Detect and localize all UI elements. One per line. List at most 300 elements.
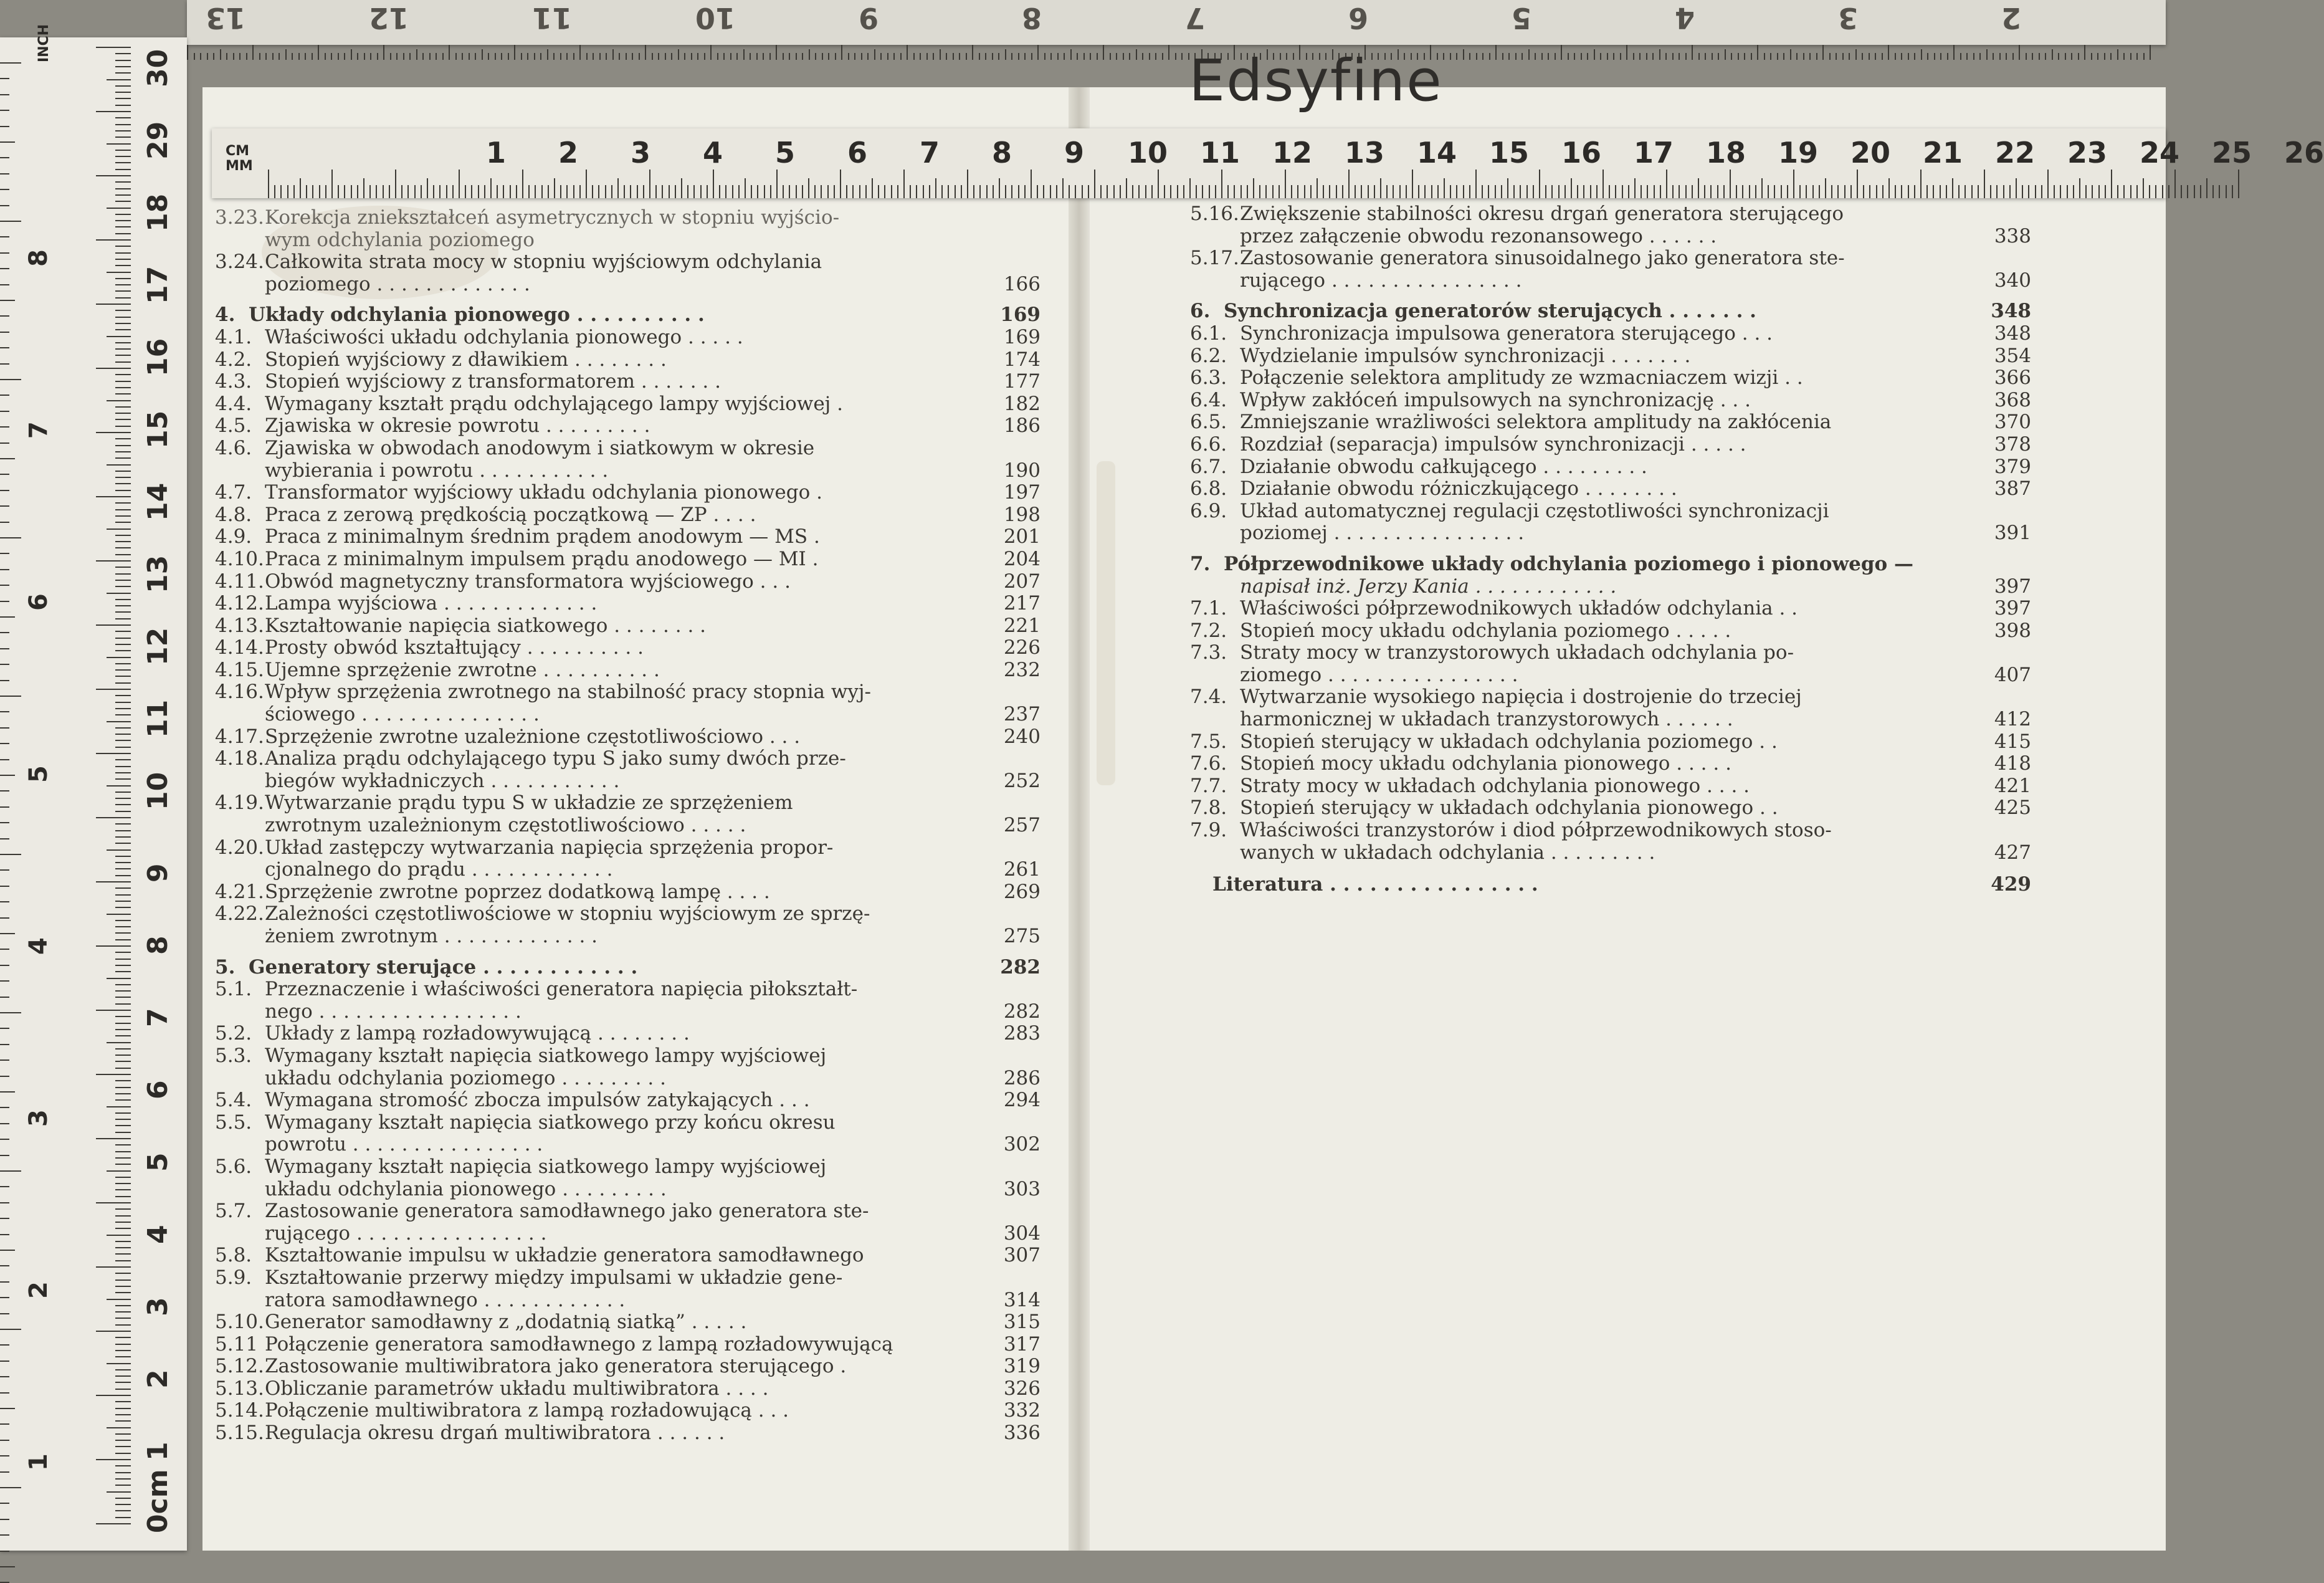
- ruler-tick: [1507, 178, 1508, 198]
- ruler-tick: [1613, 53, 1614, 60]
- ruler-tick: [0, 458, 15, 459]
- ruler-tick: [1304, 185, 1305, 198]
- ruler-tick: [1393, 185, 1394, 198]
- toc-entry-title: Układ automatycznej regulacji częstotliwości synchronizacji: [1240, 499, 1829, 522]
- toc-entry-title: Połączenie multiwibratora z lampą rozładowującą . . .: [265, 1399, 789, 1422]
- ruler-tick: [265, 53, 267, 60]
- ruler-tick: [665, 53, 666, 60]
- toc-entry-number: 4.11.: [215, 570, 264, 593]
- ruler-tick: [1751, 53, 1752, 60]
- toc-entry-row: [215, 748, 1041, 770]
- ruler-tick: [115, 1273, 131, 1274]
- ruler-tick: [96, 753, 131, 754]
- ruler-tick: [2052, 49, 2053, 60]
- toc-entry-title: Wpływ zakłóceń impulsowych na synchronizację . . .: [1240, 388, 1751, 411]
- ruler-tick: [115, 181, 131, 183]
- ruler-tick: [1097, 53, 1098, 60]
- ruler-tick: [1844, 185, 1845, 198]
- ruler-number: 0cm: [142, 1469, 174, 1533]
- ruler-tick: [1259, 185, 1260, 198]
- ruler-tick: [115, 894, 131, 896]
- ruler-tick: [0, 236, 9, 237]
- ruler-tick: [835, 53, 836, 60]
- ruler-tick: [0, 854, 21, 855]
- ruler-tick: [910, 185, 911, 198]
- ruler-tick: [115, 124, 131, 125]
- ruler-tick: [115, 638, 131, 639]
- ruler-tick: [1348, 170, 1350, 198]
- ruler-tick: [521, 53, 522, 60]
- ruler-tick: [1973, 53, 1974, 60]
- ruler-tick: [920, 53, 921, 60]
- ruler-tick: [2105, 185, 2106, 198]
- toc-entry-number: 6.5.: [1190, 411, 1227, 434]
- ruler-tick: [1863, 185, 1864, 198]
- book-gutter: [1069, 87, 1090, 1551]
- ruler-tick: [1755, 185, 1756, 198]
- toc-entry-page: 304: [1003, 1222, 1041, 1245]
- ruler-tick: [115, 1048, 131, 1050]
- toc-entry-title: Połączenie generatora samodławnego z lampą rozładowywującą: [265, 1332, 893, 1356]
- ruler-tick: [0, 1361, 9, 1362]
- ruler-tick: [0, 1440, 9, 1441]
- ruler-tick: [1999, 53, 2001, 60]
- toc-entry-title: Właściwości półprzewodnikowych układów odchylania . .: [1240, 597, 1798, 620]
- ruler-tick: [115, 348, 131, 350]
- toc-entry-row: [1190, 753, 2031, 775]
- ruler-number: 9: [142, 863, 174, 882]
- ruler-tick: [1770, 53, 1771, 60]
- ruler-tick: [363, 178, 364, 198]
- ruler-tick: [0, 1519, 9, 1520]
- toc-entry-row: [215, 1334, 1041, 1356]
- ruler-tick: [115, 1453, 131, 1454]
- ruler-tick: [96, 111, 131, 112]
- ruler-tick: [268, 170, 269, 198]
- toc-entry-page: 314: [1003, 1288, 1041, 1311]
- ruler-tick: [1641, 185, 1642, 198]
- ruler-tick: [1488, 185, 1489, 198]
- ruler-tick: [955, 185, 956, 198]
- ruler-tick: [1698, 178, 1699, 198]
- ruler-tick: [840, 170, 841, 198]
- ruler-tick: [2168, 185, 2169, 198]
- ruler-tick: [1323, 185, 1324, 198]
- ruler-tick: [2219, 185, 2220, 198]
- ruler-tick: [923, 185, 924, 198]
- ruler-tick: [1424, 185, 1426, 198]
- ruler-tick: [1836, 53, 1837, 60]
- ruler-tick: [535, 185, 536, 198]
- toc-entry-title: Stopień sterujący w układach odchylania pionowego . .: [1240, 796, 1778, 820]
- ruler-tick: [115, 1350, 131, 1351]
- ruler-tick: [2143, 53, 2145, 60]
- toc-entry-number: 4.12.: [215, 592, 264, 615]
- toc-entry-row: [215, 859, 1041, 881]
- ruler-tick: [1285, 170, 1286, 198]
- ruler-tick: [0, 917, 9, 919]
- toc-entry-row: [1190, 731, 2031, 753]
- ruler-tick: [1731, 53, 1732, 60]
- ruler-tick: [115, 1292, 131, 1293]
- toc-entry-page: 186: [1003, 414, 1041, 438]
- toc-entry-title: Kształtowanie impulsu w układzie generatora samodławnego: [265, 1244, 864, 1267]
- ruler-tick: [691, 53, 692, 60]
- ruler-number: 15: [1489, 136, 1530, 170]
- ruler-tick: [757, 185, 758, 198]
- ruler-tick: [1168, 45, 1169, 60]
- ruler-tick: [1831, 185, 1832, 198]
- ruler-tick: [2143, 178, 2144, 198]
- toc-entry-row: [215, 415, 1041, 438]
- ruler-tick: [115, 580, 131, 581]
- toc-entry-page: 340: [1994, 269, 2031, 292]
- ruler-tick: [1535, 53, 1536, 60]
- ruler-tick: [1603, 170, 1604, 198]
- ruler-tick: [0, 616, 15, 618]
- toc-entry-title: układu odchylania poziomego . . . . . . . . .: [265, 1066, 666, 1089]
- toc-entry-row: [215, 571, 1041, 593]
- ruler-tick: [478, 185, 479, 198]
- ruler-tick: [1116, 53, 1117, 60]
- ruler-tick: [452, 185, 454, 198]
- ruler-number: 2: [142, 1369, 174, 1389]
- ruler-tick: [560, 185, 561, 198]
- ruler-tick: [115, 1068, 131, 1069]
- toc-entry-page: 370: [1994, 411, 2031, 434]
- ruler-tick: [1672, 185, 1674, 198]
- ruler-tick: [1875, 53, 1876, 60]
- ruler-number: 6: [847, 136, 868, 170]
- ruler-tick: [115, 926, 131, 927]
- ruler-tick: [887, 53, 888, 60]
- ruler-tick: [966, 53, 967, 60]
- toc-entry-title: Działanie obwodu różniczkującego . . . . . . . .: [1240, 477, 1677, 500]
- ruler-tick: [1849, 53, 1850, 60]
- ruler-number: 6: [142, 1080, 174, 1099]
- ruler-tick: [312, 53, 313, 60]
- ruler-tick: [115, 1472, 131, 1473]
- ruler-tick: [2155, 185, 2156, 198]
- ruler-tick: [0, 522, 9, 523]
- toc-entry-page: 348: [1994, 322, 2031, 345]
- ruler-number: 11: [1200, 136, 1241, 170]
- toc-entry-row: [1190, 478, 2031, 500]
- ruler-tick: [704, 53, 705, 60]
- toc-entry-row: [215, 925, 1041, 948]
- ruler-tick: [815, 53, 816, 60]
- toc-entry-row: [1190, 709, 2031, 731]
- ruler-tick: [421, 185, 422, 198]
- ruler-tick: [1050, 53, 1052, 60]
- ruler-tick: [233, 53, 234, 60]
- ruler-tick: [115, 72, 131, 74]
- ruler-tick: [1175, 53, 1176, 60]
- toc-entry-page: 332: [1003, 1399, 1041, 1422]
- ruler-tick: [446, 185, 447, 198]
- ruler-tick: [1380, 178, 1381, 198]
- ruler-tick: [462, 53, 463, 60]
- ruler-tick: [1418, 185, 1419, 198]
- toc-entry-number: 4.: [215, 304, 236, 327]
- ruler-tick: [1679, 53, 1680, 60]
- ruler-tick: [2006, 53, 2007, 60]
- ruler-tick: [115, 515, 131, 517]
- ruler-number: 15: [142, 410, 174, 449]
- ruler-tick: [972, 45, 973, 60]
- toc-entry-number: 5.16.: [1190, 203, 1239, 225]
- ruler-number: 5: [775, 136, 796, 170]
- toc-entry-number: 5.15.: [215, 1422, 264, 1445]
- ruler-tick: [822, 53, 823, 60]
- toc-entry-page: 177: [1003, 370, 1041, 393]
- ruler-tick: [107, 785, 131, 787]
- horizontal-ruler: [212, 128, 2324, 198]
- ruler-tick: [403, 53, 404, 60]
- ruler-tick: [1862, 53, 1863, 60]
- ruler-tick: [115, 990, 131, 992]
- ruler-tick: [115, 644, 131, 645]
- toc-entry-number: 3.24.: [215, 251, 264, 274]
- ruler-tick: [2136, 185, 2138, 198]
- ruler-tick: [107, 272, 131, 273]
- toc-entry-page: 303: [1003, 1177, 1041, 1200]
- ruler-tick: [107, 143, 131, 145]
- ruler-tick: [0, 1012, 21, 1013]
- ruler-tick: [115, 939, 131, 940]
- toc-entry-number: 5.5.: [215, 1111, 252, 1134]
- ruler-tick: [1005, 185, 1006, 198]
- ruler-tick: [96, 1331, 131, 1332]
- ruler-tick: [1463, 185, 1464, 198]
- toc-entry-page: 240: [1003, 725, 1041, 748]
- ruler-tick: [750, 53, 751, 60]
- toc-entry-number: 7.9.: [1190, 819, 1227, 842]
- ruler-tick: [1018, 53, 1019, 60]
- ruler-tick: [220, 49, 221, 60]
- ruler-tick: [541, 185, 543, 198]
- toc-entry-row: [215, 548, 1041, 571]
- ruler-tick: [107, 1299, 131, 1300]
- ruler-tick: [115, 226, 131, 227]
- ruler-number: 19: [1778, 136, 1819, 170]
- ruler-tick: [115, 611, 131, 613]
- ruler-tick: [1031, 53, 1032, 60]
- ruler-tick: [115, 1029, 131, 1030]
- ruler-tick: [1577, 185, 1578, 198]
- ruler-number: 16: [1561, 136, 1602, 170]
- ruler-tick: [351, 185, 352, 198]
- ruler-tick: [1011, 53, 1012, 60]
- ruler-tick: [1183, 185, 1184, 198]
- ruler-tick: [0, 1186, 9, 1187]
- toc-entry-number: 4.21.: [215, 880, 264, 903]
- ruler-tick: [331, 53, 332, 60]
- ruler-tick: [0, 78, 9, 79]
- ruler-tick: [115, 792, 131, 793]
- toc-entry-row: [1190, 686, 2031, 709]
- ruler-tick: [115, 1055, 131, 1056]
- ruler-inch-number: 8: [24, 249, 53, 267]
- ruler-tick: [903, 170, 905, 198]
- ruler-tick: [649, 170, 650, 198]
- toc-entry-number: 5.17.: [1190, 247, 1239, 270]
- ruler-tick: [534, 53, 535, 60]
- ruler-tick: [383, 185, 384, 198]
- ruler-tick: [115, 740, 131, 741]
- ruler-tick: [700, 185, 702, 198]
- ruler-number: 12: [369, 1, 409, 35]
- toc-entry-number: 4.19.: [215, 792, 264, 815]
- ruler-tick: [1628, 185, 1629, 198]
- ruler-tick: [115, 1196, 131, 1197]
- toc-entry-page: 221: [1003, 614, 1041, 637]
- ruler-tick: [776, 170, 778, 198]
- ruler-tick: [0, 1202, 9, 1203]
- toc-entry-row: [1190, 820, 2031, 842]
- toc-entry-title: nego . . . . . . . . . . . . . . . . .: [265, 1000, 521, 1023]
- ruler-tick: [713, 170, 714, 198]
- ruler-tick: [0, 806, 9, 808]
- ruler-tick: [1031, 170, 1032, 198]
- ruler-tick: [2054, 185, 2055, 198]
- ruler-tick: [643, 185, 644, 198]
- ruler-tick: [1986, 49, 1988, 60]
- ruler-number: 12: [1272, 136, 1313, 170]
- toc-entry-row: [215, 251, 1041, 274]
- ruler-tick: [2098, 185, 2100, 198]
- ruler-tick: [1520, 185, 1521, 198]
- ruler-tick: [96, 1395, 131, 1396]
- ruler-tick: [115, 836, 131, 838]
- ruler-tick: [827, 185, 829, 198]
- ruler-number: 24: [2140, 136, 2180, 170]
- ruler-tick: [285, 49, 287, 60]
- ruler-tick: [1761, 178, 1763, 198]
- ruler-tick: [1502, 53, 1503, 60]
- ruler-tick: [637, 185, 638, 198]
- ruler-tick: [305, 53, 306, 60]
- ruler-tick: [1757, 45, 1758, 60]
- ruler-tick: [465, 185, 466, 198]
- ruler-tick: [1444, 178, 1445, 198]
- ruler-tick: [1712, 53, 1713, 60]
- page-header-fragment: Edsyfine: [1189, 47, 1443, 114]
- toc-entry-title: Przeznaczenie i właściwości generatora napięcia piłokształt-: [265, 978, 858, 1001]
- ruler-tick: [96, 1266, 131, 1268]
- ruler-tick: [1984, 170, 1985, 198]
- ruler-tick: [1583, 185, 1584, 198]
- ruler-tick: [2012, 53, 2014, 60]
- ruler-tick: [107, 1235, 131, 1236]
- toc-entry-title: wym odchylania poziomego: [265, 228, 535, 251]
- toc-entry-number: 5.14.: [215, 1399, 264, 1422]
- ruler-tick: [1501, 185, 1502, 198]
- ruler-tick: [107, 400, 131, 401]
- toc-entry-page: 226: [1003, 636, 1041, 659]
- toc-entry-number: 5.10.: [215, 1311, 264, 1334]
- ruler-tick: [809, 49, 810, 60]
- ruler-tick: [115, 856, 131, 857]
- ruler-tick: [115, 708, 131, 709]
- ruler-tick: [2123, 185, 2125, 198]
- ruler-tick: [1170, 185, 1171, 198]
- ruler-tick: [0, 822, 9, 823]
- ruler-tick: [115, 1016, 131, 1017]
- toc-entry-number: 7.1.: [1190, 597, 1227, 620]
- ruler-tick: [0, 363, 9, 365]
- ruler-tick: [1869, 185, 1870, 198]
- ruler-tick: [115, 1485, 131, 1486]
- ruler-tick: [1646, 53, 1647, 60]
- ruler-tick: [115, 471, 131, 472]
- ruler-tick: [115, 965, 131, 966]
- toc-entry-number: 5.2.: [215, 1022, 252, 1045]
- ruler-tick: [684, 53, 685, 60]
- ruler-tick: [259, 53, 260, 60]
- ruler-tick: [115, 554, 131, 555]
- ruler-tick: [1495, 185, 1496, 198]
- ruler-tick: [1710, 185, 1712, 198]
- toc-entry-title: Regulacja okresu drgań multiwibratora . . . . . .: [265, 1422, 725, 1445]
- ruler-tick: [115, 843, 131, 844]
- ruler-inch-number: 5: [24, 765, 53, 783]
- toc-entry-page: 319: [1003, 1355, 1041, 1378]
- ruler-tick: [907, 45, 908, 60]
- ruler-tick: [516, 185, 517, 198]
- toc-entry-row: [215, 659, 1041, 682]
- ruler-tick: [1581, 53, 1582, 60]
- toc-entry-page: 429: [1991, 873, 2031, 896]
- ruler-number: 1: [486, 136, 507, 170]
- ruler-tick: [1088, 185, 1089, 198]
- ruler-tick: [0, 1091, 15, 1093]
- ruler-tick: [1888, 45, 1889, 60]
- ruler-tick: [0, 126, 9, 127]
- ruler-tick: [115, 53, 131, 54]
- ruler-tick: [1692, 45, 1693, 60]
- ruler-tick: [1882, 53, 1883, 60]
- toc-entry-page: 317: [1003, 1332, 1041, 1356]
- ruler-tick: [658, 53, 659, 60]
- ruler-tick: [115, 1408, 131, 1409]
- ruler-tick: [364, 53, 365, 60]
- toc-entry-page: 166: [1003, 272, 1041, 295]
- ruler-tick: [115, 85, 131, 87]
- toc-entry-number: 5.11: [215, 1332, 259, 1356]
- ruler-tick: [1692, 185, 1693, 198]
- ruler-tick: [916, 185, 917, 198]
- toc-entry-row: [215, 1179, 1041, 1201]
- ruler-tick: [1626, 45, 1627, 60]
- toc-entry-title: Praca z zerową prędkością początkową — ZP . . . .: [265, 503, 756, 526]
- toc-entry-number: 4.10.: [215, 547, 264, 570]
- ruler-tick: [115, 201, 131, 202]
- toc-entry-number: 5.: [215, 955, 236, 978]
- toc-entry-title: Zastosowanie generatora sinusoidalnego jako generatora ste-: [1240, 247, 1845, 270]
- ruler-tick: [1825, 178, 1826, 198]
- ruler-tick: [1665, 53, 1667, 60]
- ruler-tick: [1005, 49, 1006, 60]
- toc-entry-row: [215, 1289, 1041, 1312]
- ruler-tick: [1736, 185, 1737, 198]
- ruler-tick: [115, 1253, 131, 1255]
- ruler-tick: [115, 246, 131, 247]
- ruler-tick: [1609, 185, 1610, 198]
- ruler-tick: [1587, 53, 1588, 60]
- ruler-tick: [2084, 45, 2085, 60]
- ruler-tick: [1647, 185, 1648, 198]
